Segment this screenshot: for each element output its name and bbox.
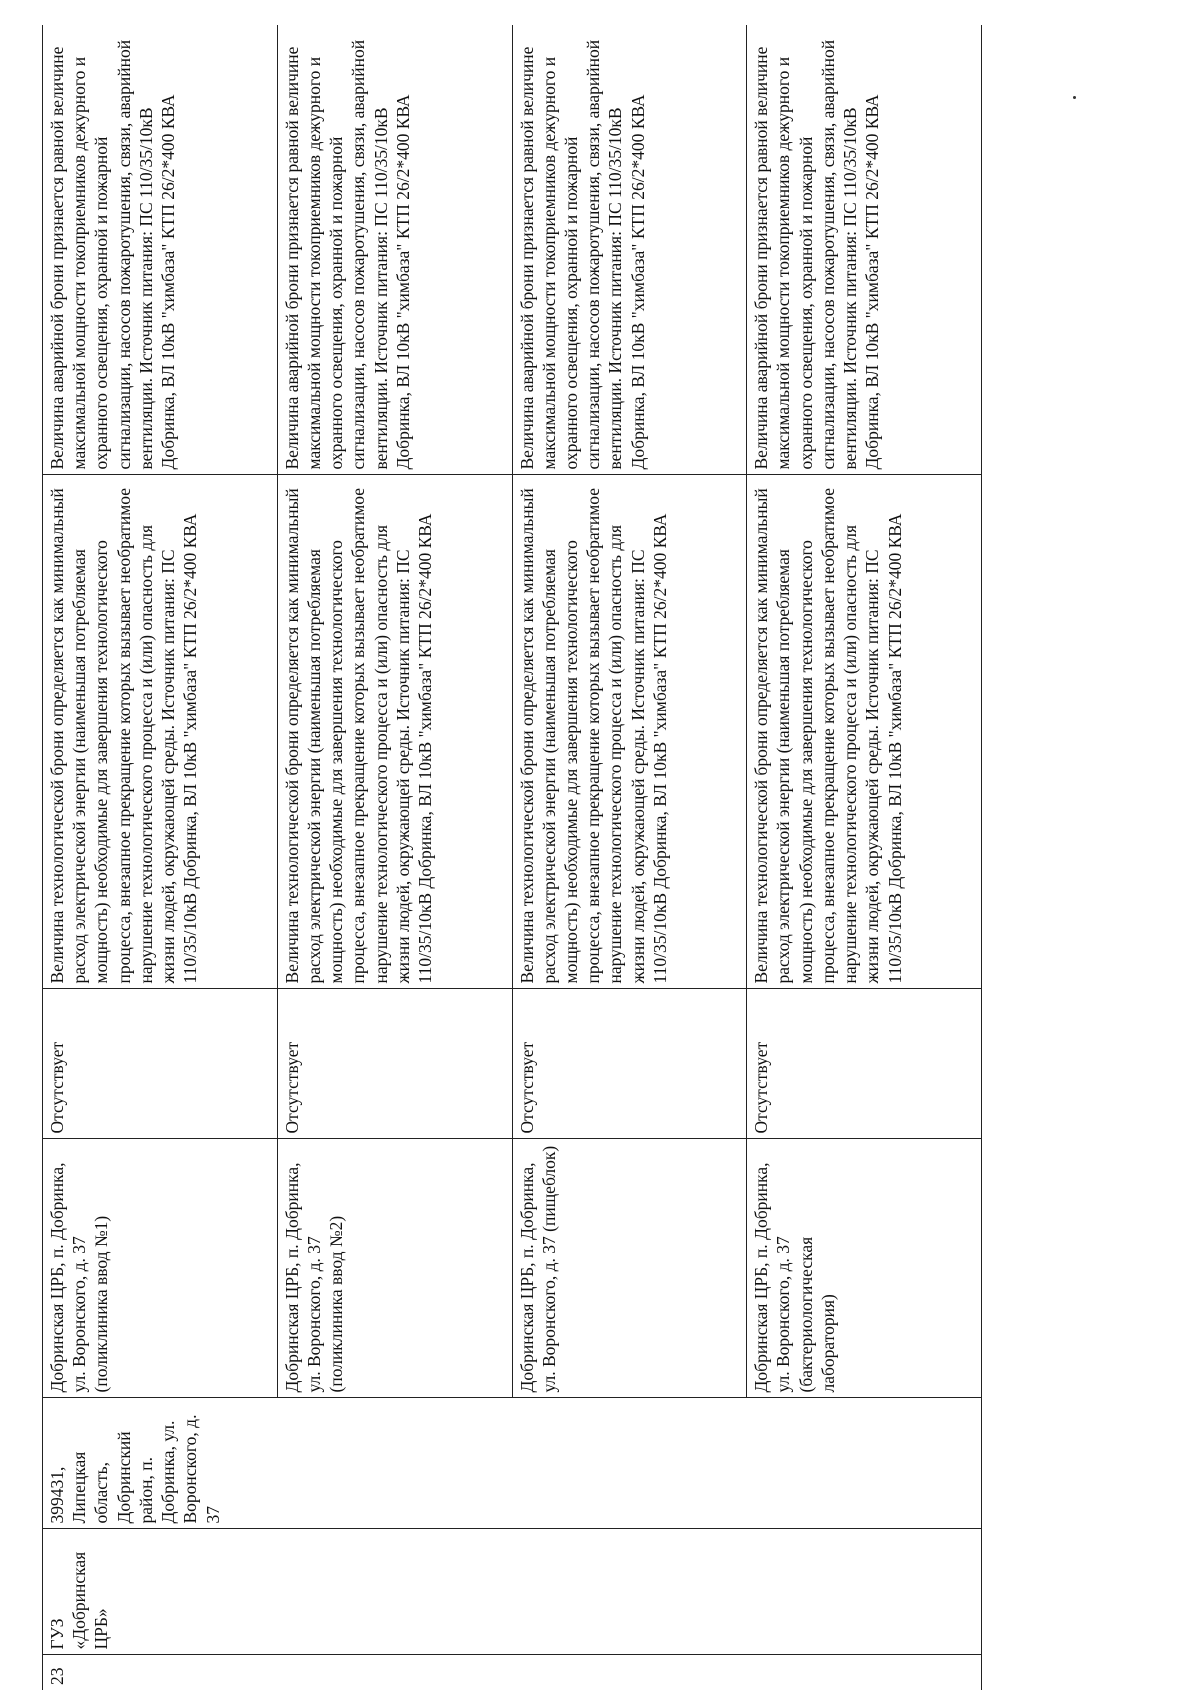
reserve-status-cell: Отсутствует [512,989,747,1139]
tech-reserve-cell: Величина технологической брони определяется как минимальный расход электрической энергии (наименьшая потребляемая мощность) необходимые для завершения технологического процесса, внезапное прекращение которых вызывает необратимое нарушение технологического процесса и (или) опасность для жизни людей, окружающей среды. Источник питания: ПС 110/35/10кВ Добринка, ВЛ 10кВ "химбаза" КТП 26/2*400 КВА [277,475,512,989]
emergency-reserve-cell: Величина аварийной брони признается равной величине максимальной мощности токоприемников дежурного и охранного освещения, охранной и пожарной сигнализации, насосов пожаротушения, связи, аварийной вентиляции. Источник питания: ПС 110/35/10кВ Добринка, ВЛ 10кВ "химбаза" КТП 26/2*400 КВА [277,25,512,475]
reserve-status-cell: Отсутствует [277,989,512,1139]
reserve-status-cell: Отсутствует [747,989,982,1139]
emergency-reserve-cell: Величина аварийной брони признается равной величине максимальной мощности токоприемников дежурного и охранного освещения, охранной и пожарной сигнализации, насосов пожаротушения, связи, аварийной вентиляции. Источник питания: ПС 110/35/10кВ Добринка, ВЛ 10кВ "химбаза" КТП 26/2*400 КВА [43,25,278,475]
object-cell: Добринская ЦРБ, п. Добринка, ул. Воронского, д. 37 (пищеблок) [512,1139,747,1398]
tech-reserve-cell: Величина технологической брони определяется как минимальный расход электрической энергии (наименьшая потребляемая мощность) необходимые для завершения технологического процесса, внезапное прекращение которых вызывает необратимое нарушение технологического процесса и (или) опасность для жизни людей, окружающей среды. Источник питания: ПС 110/35/10кВ Добринка, ВЛ 10кВ "химбаза" КТП 26/2*400 КВА [43,475,278,989]
object-cell: Добринская ЦРБ, п. Добринка, ул. Воронского, д. 37 (бактериологическая лаборатория) [747,1139,982,1398]
scan-dot [1073,96,1076,99]
emergency-reserve-cell: Величина аварийной брони признается равной величине максимальной мощности токоприемников дежурного и охранного освещения, охранной и пожарной сигнализации, насосов пожаротушения, связи, аварийной вентиляции. Источник питания: ПС 110/35/10кВ Добринка, ВЛ 10кВ "химбаза" КТП 26/2*400 КВА [747,25,982,475]
object-cell: Добринская ЦРБ, п. Добринка, ул. Воронского, д. 37 (поликлиника ввод №1) [43,1139,278,1398]
row-number-cell: 23 [43,1655,982,1690]
tech-reserve-cell: Величина технологической брони определяется как минимальный расход электрической энергии (наименьшая потребляемая мощность) необходимые для завершения технологического процесса, внезапное прекращение которых вызывает необратимое нарушение технологического процесса и (или) опасность для жизни людей, окружающей среды. Источник питания: ПС 110/35/10кВ Добринка, ВЛ 10кВ "химбаза" КТП 26/2*400 КВА [747,475,982,989]
reserve-status-cell: Отсутствует [43,989,278,1139]
address-cell: 399431, Липецкая область, Добринский район, п. Добринка, ул. Воронского, д. 37 [43,1398,982,1529]
power-reserve-table [42,25,982,1690]
object-cell: Добринская ЦРБ, п. Добринка, ул. Воронского, д. 37 (поликлиника ввод №2) [277,1139,512,1398]
tech-reserve-cell: Величина технологической брони определяется как минимальный расход электрической энергии (наименьшая потребляемая мощность) необходимые для завершения технологического процесса, внезапное прекращение которых вызывает необратимое нарушение технологического процесса и (или) опасность для жизни людей, окружающей среды. Источник питания: ПС 110/35/10кВ Добринка, ВЛ 10кВ "химбаза" КТП 26/2*400 КВА [512,475,747,989]
table-row [43,25,278,1690]
emergency-reserve-cell: Величина аварийной брони признается равной величине максимальной мощности токоприемников дежурного и охранного освещения, охранной и пожарной сигнализации, насосов пожаротушения, связи, аварийной вентиляции. Источник питания: ПС 110/35/10кВ Добринка, ВЛ 10кВ "химбаза" КТП 26/2*400 КВА [512,25,747,475]
organization-cell: ГУЗ «Добринская ЦРБ» [43,1529,982,1655]
rotated-page [42,25,982,1690]
